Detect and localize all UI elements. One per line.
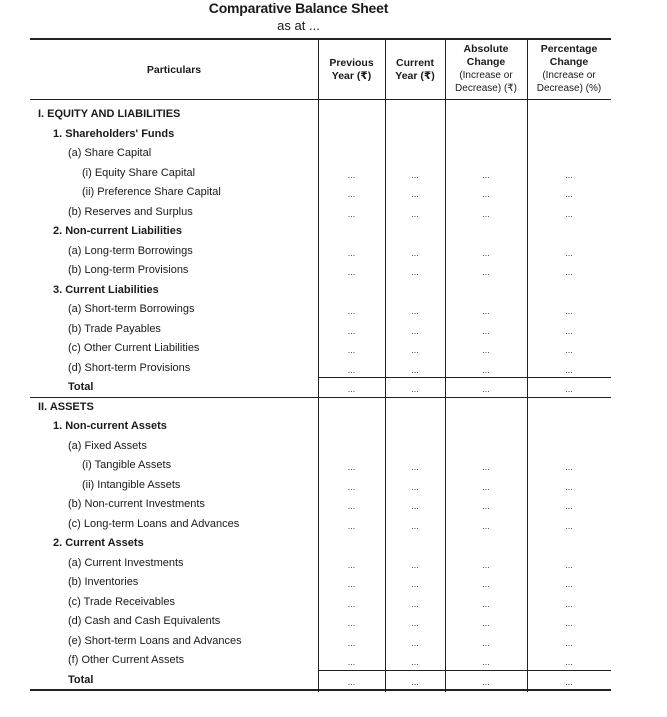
table-row bbox=[0, 261, 667, 281]
row-label: (a) Fixed Assets bbox=[68, 439, 147, 452]
table-row bbox=[0, 339, 667, 359]
value-placeholder: ... bbox=[565, 676, 573, 687]
value-placeholder: ... bbox=[482, 598, 490, 609]
value-placeholder: ... bbox=[565, 345, 573, 355]
value-placeholder: ... bbox=[565, 189, 573, 199]
value-placeholder: ... bbox=[411, 325, 419, 336]
row-label: I. EQUITY AND LIABILITIES bbox=[38, 108, 181, 120]
row-label: Total bbox=[68, 381, 94, 393]
value-placeholder: ... bbox=[565, 657, 573, 667]
table-row bbox=[0, 320, 667, 340]
value-placeholder: ... bbox=[482, 247, 490, 258]
row-label: (a) Short-term Borrowings bbox=[68, 303, 195, 315]
table-row bbox=[0, 203, 667, 223]
table-row bbox=[0, 300, 667, 320]
table-header-rule bbox=[30, 99, 611, 100]
value-placeholder: ... bbox=[565, 637, 573, 648]
header-absolute-change: Absolute Change (Increase or Decrease) (₹) bbox=[455, 43, 517, 94]
table-row bbox=[0, 417, 667, 437]
value-placeholder: ... bbox=[411, 208, 419, 219]
row-label: (i) Tangible Assets bbox=[82, 459, 172, 471]
value-placeholder: ... bbox=[565, 462, 573, 472]
row-label: 1. Shareholders' Funds bbox=[53, 127, 175, 140]
value-placeholder: ... bbox=[411, 657, 419, 667]
row-label: 1. Non-current Assets bbox=[53, 420, 167, 432]
value-placeholder: ... bbox=[482, 618, 490, 628]
value-placeholder: ... bbox=[411, 501, 419, 511]
value-placeholder: ... bbox=[482, 384, 490, 394]
value-placeholder: ... bbox=[482, 189, 490, 199]
value-placeholder: ... bbox=[565, 325, 573, 336]
value-placeholder: ... bbox=[347, 462, 356, 472]
page-subtitle: as at ... bbox=[277, 18, 320, 33]
value-placeholder: ... bbox=[482, 657, 490, 667]
value-placeholder: ... bbox=[482, 306, 490, 316]
row-label: (a) Share Capital bbox=[68, 147, 152, 159]
value-placeholder: ... bbox=[565, 520, 573, 531]
table-row bbox=[0, 437, 667, 457]
value-placeholder: ... bbox=[565, 579, 573, 589]
value-placeholder: ... bbox=[482, 364, 490, 375]
row-label: (a) Current Investments bbox=[68, 556, 184, 569]
value-placeholder: ... bbox=[411, 462, 419, 472]
row-label: 2. Current Assets bbox=[53, 537, 144, 549]
value-placeholder: ... bbox=[482, 676, 490, 687]
row-label: 2. Non-current Liabilities bbox=[53, 225, 182, 237]
row-label: (e) Short-term Loans and Advances bbox=[68, 634, 242, 647]
value-placeholder: ... bbox=[565, 481, 573, 492]
value-placeholder: ... bbox=[411, 520, 419, 531]
table-row bbox=[0, 573, 667, 593]
value-placeholder: ... bbox=[347, 364, 356, 375]
value-placeholder: ... bbox=[347, 267, 356, 277]
value-placeholder: ... bbox=[347, 657, 356, 667]
value-placeholder: ... bbox=[565, 364, 573, 375]
value-placeholder: ... bbox=[347, 637, 356, 648]
value-placeholder: ... bbox=[411, 345, 419, 355]
value-placeholder: ... bbox=[411, 579, 419, 589]
table-row bbox=[0, 125, 667, 145]
value-placeholder: ... bbox=[482, 637, 490, 648]
value-placeholder: ... bbox=[347, 676, 356, 687]
header-current-year: Current Year (₹) bbox=[395, 57, 435, 82]
table-row bbox=[0, 476, 667, 496]
value-placeholder: ... bbox=[411, 267, 419, 277]
value-placeholder: ... bbox=[411, 637, 419, 648]
value-placeholder: ... bbox=[347, 481, 356, 492]
row-label: (b) Inventories bbox=[68, 576, 139, 588]
table-row bbox=[0, 183, 667, 203]
value-placeholder: ... bbox=[482, 501, 490, 511]
value-placeholder: ... bbox=[482, 208, 490, 219]
header-percentage-change: Percentage Change (Increase or Decrease) (%) bbox=[536, 43, 602, 94]
row-label: (b) Long-term Provisions bbox=[68, 264, 189, 276]
row-label: (b) Reserves and Surplus bbox=[68, 205, 193, 218]
value-placeholder: ... bbox=[347, 598, 356, 609]
table-row bbox=[0, 359, 667, 379]
value-placeholder: ... bbox=[347, 520, 356, 531]
value-placeholder: ... bbox=[411, 169, 419, 180]
value-placeholder: ... bbox=[565, 306, 573, 316]
row-label: (b) Trade Payables bbox=[68, 322, 161, 335]
table-row bbox=[0, 612, 667, 632]
value-placeholder: ... bbox=[347, 345, 356, 355]
total-row bbox=[0, 378, 667, 398]
value-placeholder: ... bbox=[565, 384, 573, 394]
table-row bbox=[0, 398, 667, 418]
value-placeholder: ... bbox=[411, 598, 419, 609]
value-placeholder: ... bbox=[411, 189, 419, 199]
value-placeholder: ... bbox=[565, 169, 573, 180]
value-placeholder: ... bbox=[565, 598, 573, 609]
table-row bbox=[0, 222, 667, 242]
value-placeholder: ... bbox=[411, 559, 419, 570]
header-particulars: Particulars bbox=[146, 64, 202, 76]
table-row bbox=[0, 534, 667, 554]
value-placeholder: ... bbox=[347, 559, 356, 570]
total-top-rule bbox=[318, 670, 611, 671]
value-placeholder: ... bbox=[482, 579, 490, 589]
row-label: (i) Equity Share Capital bbox=[82, 166, 196, 179]
table-row bbox=[0, 144, 667, 164]
table-row bbox=[0, 515, 667, 535]
value-placeholder: ... bbox=[565, 267, 573, 277]
table-row bbox=[0, 164, 667, 184]
row-label: (b) Non-current Investments bbox=[68, 498, 205, 510]
row-label: 3. Current Liabilities bbox=[53, 283, 159, 296]
value-placeholder: ... bbox=[347, 501, 356, 511]
table-row bbox=[0, 281, 667, 301]
total-row bbox=[0, 671, 667, 691]
table-row bbox=[0, 105, 667, 125]
table-row bbox=[0, 242, 667, 262]
row-label: (d) Short-term Provisions bbox=[68, 361, 191, 374]
value-placeholder: ... bbox=[482, 559, 490, 570]
value-placeholder: ... bbox=[565, 247, 573, 258]
table-top-rule bbox=[30, 38, 611, 40]
value-placeholder: ... bbox=[411, 384, 419, 394]
total-bottom-rule bbox=[30, 689, 611, 691]
value-placeholder: ... bbox=[347, 208, 356, 219]
page-title: Comparative Balance Sheet bbox=[208, 0, 389, 16]
value-placeholder: ... bbox=[482, 462, 490, 472]
row-label: Total bbox=[68, 673, 94, 686]
value-placeholder: ... bbox=[411, 306, 419, 316]
value-placeholder: ... bbox=[565, 559, 573, 570]
value-placeholder: ... bbox=[482, 169, 490, 180]
row-label: II. ASSETS bbox=[38, 400, 94, 413]
row-label: (ii) Preference Share Capital bbox=[82, 186, 221, 198]
value-placeholder: ... bbox=[411, 481, 419, 492]
value-placeholder: ... bbox=[565, 208, 573, 219]
value-placeholder: ... bbox=[565, 618, 573, 628]
row-label: (a) Long-term Borrowings bbox=[68, 244, 193, 257]
table-row bbox=[0, 593, 667, 613]
row-label: (f) Other Current Assets bbox=[68, 654, 185, 666]
total-top-rule bbox=[318, 377, 611, 378]
table-row bbox=[0, 495, 667, 515]
row-label: (d) Cash and Cash Equivalents bbox=[68, 615, 221, 627]
value-placeholder: ... bbox=[411, 247, 419, 258]
value-placeholder: ... bbox=[347, 618, 356, 628]
value-placeholder: ... bbox=[347, 169, 356, 180]
table-row bbox=[0, 554, 667, 574]
table-row bbox=[0, 632, 667, 652]
value-placeholder: ... bbox=[482, 325, 490, 336]
value-placeholder: ... bbox=[411, 618, 419, 628]
value-placeholder: ... bbox=[347, 384, 356, 394]
value-placeholder: ... bbox=[347, 247, 356, 258]
row-label: (c) Long-term Loans and Advances bbox=[68, 517, 240, 530]
table-row bbox=[0, 456, 667, 476]
value-placeholder: ... bbox=[482, 520, 490, 531]
row-label: (ii) Intangible Assets bbox=[82, 478, 181, 491]
row-label: (c) Other Current Liabilities bbox=[68, 342, 200, 354]
value-placeholder: ... bbox=[347, 579, 356, 589]
value-placeholder: ... bbox=[347, 325, 356, 336]
value-placeholder: ... bbox=[411, 676, 419, 687]
value-placeholder: ... bbox=[482, 481, 490, 492]
table-row bbox=[0, 651, 667, 671]
value-placeholder: ... bbox=[411, 364, 419, 375]
header-previous-year: Previous Year (₹) bbox=[329, 57, 374, 82]
value-placeholder: ... bbox=[482, 267, 490, 277]
value-placeholder: ... bbox=[565, 501, 573, 511]
value-placeholder: ... bbox=[482, 345, 490, 355]
row-label: (c) Trade Receivables bbox=[68, 595, 175, 608]
value-placeholder: ... bbox=[347, 189, 356, 199]
value-placeholder: ... bbox=[347, 306, 356, 316]
